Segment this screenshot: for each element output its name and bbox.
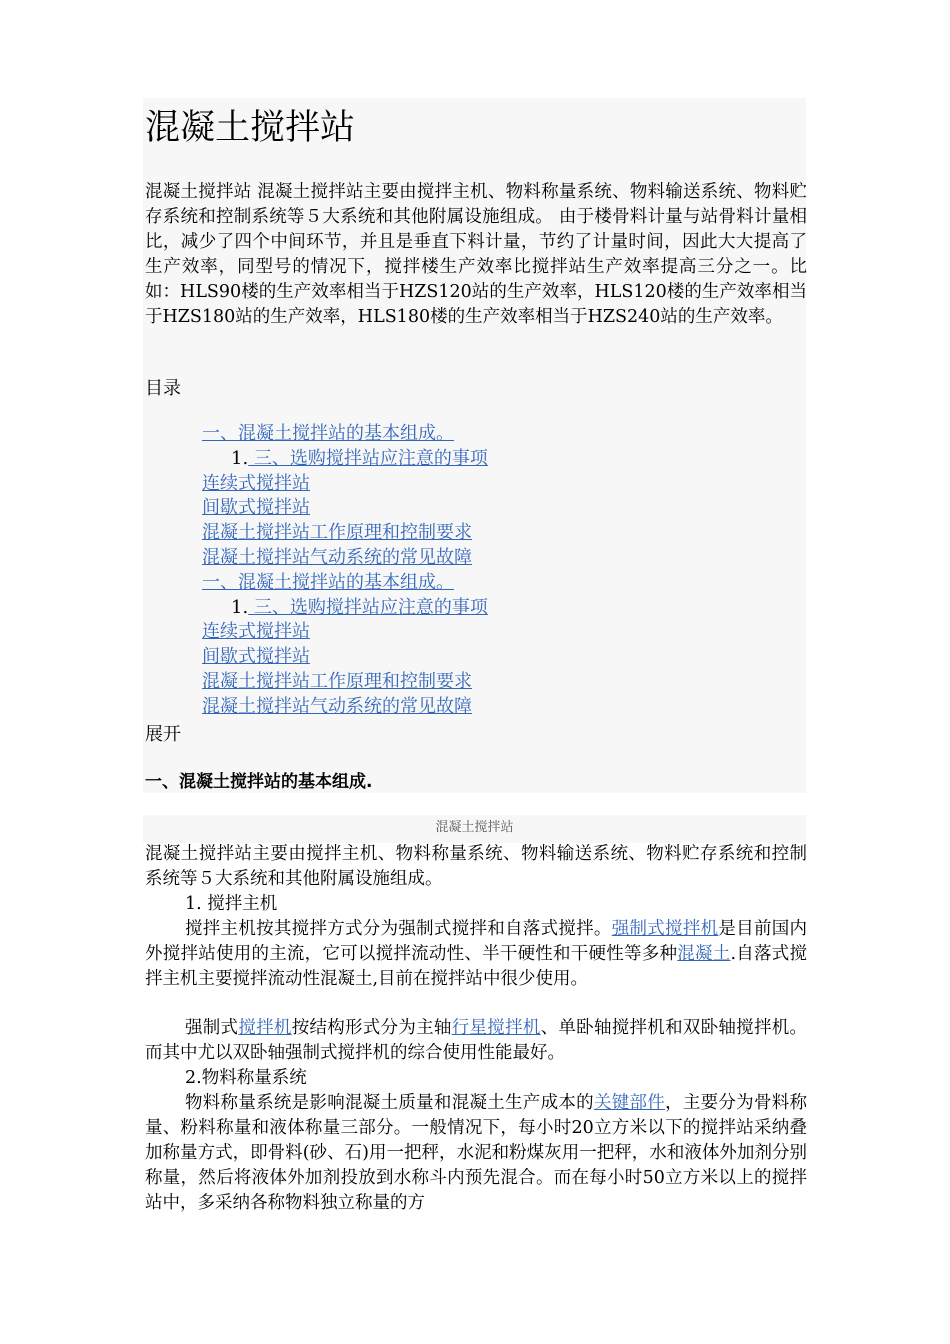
section-intro-paragraph: 混凝土搅拌站主要由搅拌主机、物料称量系统、物料输送系统、物料贮存系统和控制系统等５大系统和其他附属设施组成。 [145,844,807,889]
link-forced-mixer[interactable]: 强制式搅拌机 [611,919,719,939]
image-caption: 混凝土搅拌站 [435,820,514,835]
expand-toggle[interactable]: 展开 [145,724,181,745]
link-key-parts[interactable]: 关键部件 [593,1093,666,1113]
toc-item[interactable]: 间歇式搅拌站 [202,497,310,519]
link-concrete[interactable]: 混凝土 [677,944,731,964]
mixer-types-paragraph: 强制式搅拌机按结构形式分为主轴行星搅拌机、单卧轴搅拌机和双卧轴搅拌机。而其中尤以双卧轴强制式搅拌机的综合使用性能最好。 [145,1018,808,1063]
toc-label: 目录 [145,378,181,399]
toc-item[interactable]: 混凝土搅拌站气动系统的常见故障 [202,546,472,568]
toc-item[interactable]: 混凝土搅拌站气动系统的常见故障 [202,695,472,717]
intro-paragraph: 混凝土搅拌站 混凝土搅拌站主要由搅拌主机、物料称量系统、物料输送系统、物料贮存系统和控制系统等５大系统和其他附属设施组成。 由于楼骨料计量与站骨料计量相比，减少了四个中间环节，并且是垂直下料计量，节约了计量时间，因此大大提高了生产效率，同型号的情况下，搅拌楼生产效率比搅拌站生产效率提高三分之一。比如：HLS90楼的生产效率相当于HZS120站的生产效率，HLS120楼的生产效率相当于HZS180站的生产效率，HLS180楼的生产效率相当于HZS240站的生产效率。 [145,182,807,327]
link-planetary-mixer[interactable]: 行星搅拌机 [451,1018,541,1038]
mixer-paragraph: 搅拌主机按其搅拌方式分为强制式搅拌和自落式搅拌。强制式搅拌机是目前国内外搅拌站使用的主流，它可以搅拌流动性、半干硬性和干硬性等多种混凝土.自落式搅拌主机主要搅拌流动性混凝土,目前在搅拌站中很少使用。 [145,919,808,989]
link-mixer[interactable]: 搅拌机 [238,1018,292,1038]
toc-item[interactable]: 混凝土搅拌站工作原理和控制要求 [202,522,472,544]
toc-item[interactable]: 混凝土搅拌站工作原理和控制要求 [202,670,472,692]
toc-item[interactable]: 一、混凝土搅拌站的基本组成。 [202,571,454,593]
page-title: 混凝土搅拌站 [145,108,356,148]
toc-item[interactable]: 连续式搅拌站 [202,472,310,494]
toc-item[interactable]: 1. 三、选购搅拌站应注意的事项 [231,447,488,469]
toc-item[interactable]: 连续式搅拌站 [202,621,310,643]
weighing-paragraph: 物料称量系统是影响混凝土质量和混凝土生产成本的关键部件，主要分为骨料称量、粉料称量和液体称量三部分。一般情况下，每小时20立方米以下的搅拌站采纳叠加称量方式，即骨料(砂、石)用一把秤，水泥和粉煤灰用一把秤，水和液体外加剂分别称量，然后将液体外加剂投放到水称斗内预先混合。而在每小时50立方米以上的搅拌站中，多采纳各称物料独立称量的方 [145,1093,808,1213]
toc-item[interactable]: 1. 三、选购搅拌站应注意的事项 [231,596,488,618]
table-of-contents [145,422,795,720]
toc-item[interactable]: 间歇式搅拌站 [202,646,310,668]
subsection-title-weighing: 2.物料称量系统 [185,1068,307,1088]
subsection-title-mixer: 1. 搅拌主机 [185,894,278,914]
toc-item[interactable]: 一、混凝土搅拌站的基本组成。 [202,423,454,444]
section-heading: 一、混凝土搅拌站的基本组成. [145,772,373,792]
